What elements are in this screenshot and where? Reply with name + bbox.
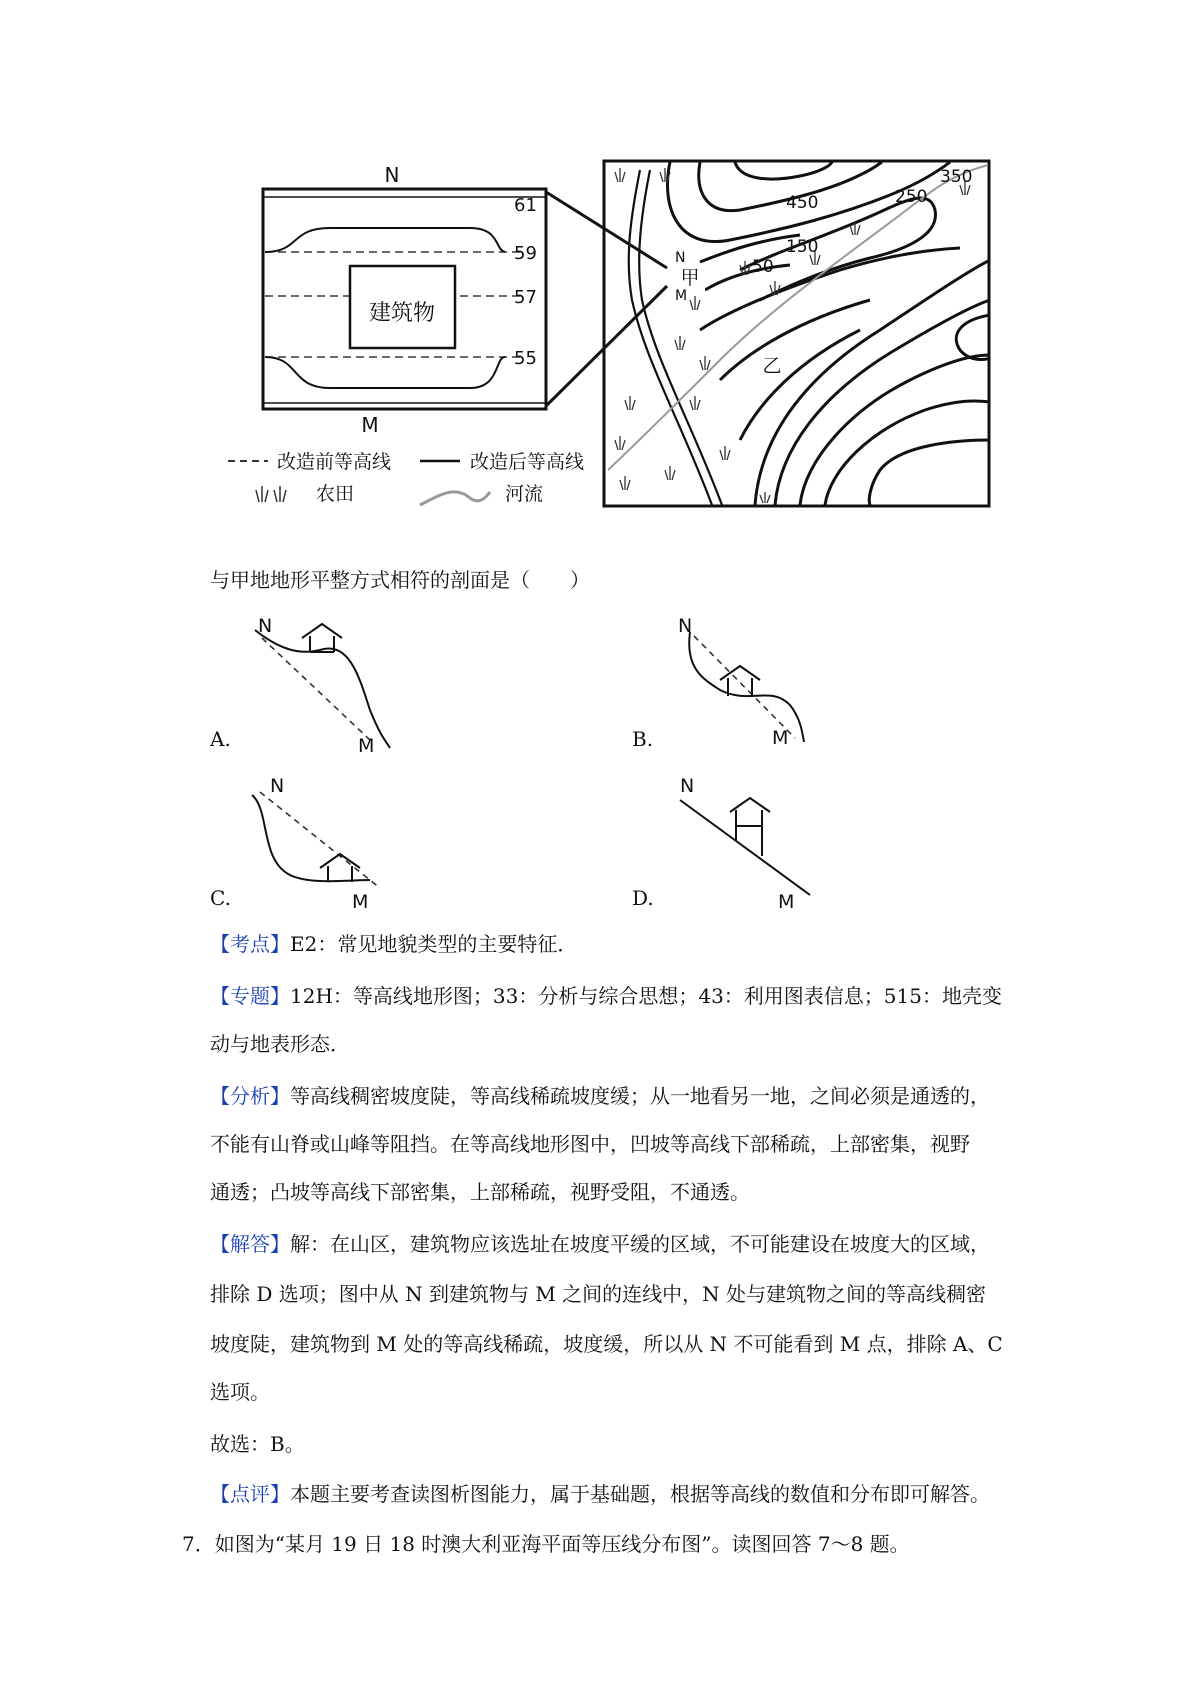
jieda-text-1: 解：在山区，建筑物应该选址在坡度平缓的区域，不可能建设在坡度大的区域， xyxy=(290,1232,990,1256)
map-contour-450: 450 xyxy=(786,193,819,213)
map-marker-n: N xyxy=(675,250,686,266)
kaodian-line xyxy=(210,930,577,958)
fenxi-tag: 【分析】 xyxy=(210,1084,290,1108)
contour-map xyxy=(604,161,990,506)
inset-south-label: M xyxy=(361,413,379,437)
dianping-tag: 【点评】 xyxy=(210,1482,290,1506)
map-contour-250: 250 xyxy=(895,187,928,207)
jieda-line-4: 选项。 xyxy=(210,1380,270,1404)
map-marker-m: M xyxy=(675,288,688,304)
fenxi-line-1 xyxy=(210,1082,990,1110)
place-jia-label: 甲 xyxy=(680,267,700,289)
inset-diagram xyxy=(263,163,546,437)
jieda-line-2: 排除 D 选项；图中从 N 到建筑物与 M 之间的连线中，N 处与建筑物之间的等高线稠密 xyxy=(210,1282,987,1306)
contour-figure xyxy=(0,0,1200,560)
option-a-profile xyxy=(230,610,430,755)
map-contour-150: 150 xyxy=(786,237,819,257)
next-question-text: 7．如图为“某月 19 日 18 时澳大利亚海平面等压线分布图”。读图回答 7～8 题。 xyxy=(182,1532,910,1556)
option-d-label: D. xyxy=(632,886,654,910)
option-b-profile xyxy=(660,610,820,750)
option-b-label: B. xyxy=(632,727,654,751)
legend-after-label: 改造后等高线 xyxy=(470,451,585,473)
option-d-profile xyxy=(670,770,830,915)
jieda-line-3: 坡度陡，建筑物到 M 处的等高线稀疏，坡度缓，所以从 N 不可能看到 M 点，排除 A、C xyxy=(210,1332,1003,1356)
legend-river-label: 河流 xyxy=(505,483,544,505)
connector-line-top xyxy=(546,192,667,268)
zhuanti-tag: 【专题】 xyxy=(210,984,290,1008)
connector-line-bottom xyxy=(546,286,667,406)
option-d-n: N xyxy=(680,775,695,797)
map-contour-50: 50 xyxy=(752,257,774,277)
building-label: 建筑物 xyxy=(368,301,436,326)
legend xyxy=(228,451,584,505)
inset-north-label: N xyxy=(384,163,400,187)
jieda-tag: 【解答】 xyxy=(210,1232,290,1256)
place-yi-label: 乙 xyxy=(762,355,782,377)
legend-farmland-label: 农田 xyxy=(316,483,355,505)
question-text: 与甲地地形平整方式相符的剖面是（ ） xyxy=(210,568,590,592)
option-b-m: M xyxy=(772,727,789,749)
option-c-profile xyxy=(240,770,400,915)
river-symbol xyxy=(420,492,490,505)
kaodian-tag: 【考点】 xyxy=(210,932,290,956)
kaodian-text: E2：常见地貌类型的主要特征． xyxy=(290,932,578,956)
legend-before-label: 改造前等高线 xyxy=(277,451,392,473)
dianping-line xyxy=(210,1480,990,1508)
answer-line: 故选：B。 xyxy=(210,1432,305,1456)
option-c-label: C. xyxy=(210,886,231,910)
option-b-n: N xyxy=(678,615,693,637)
inset-contour-61: 61 xyxy=(514,195,537,216)
zhuanti-line-1 xyxy=(210,982,1002,1010)
inset-contour-57: 57 xyxy=(514,287,537,308)
inset-contour-55: 55 xyxy=(514,348,537,369)
option-a-n: N xyxy=(258,615,273,637)
fenxi-line-3: 通透；凸坡等高线下部密集，上部稀疏，视野受阻，不通透。 xyxy=(210,1180,750,1204)
zhuanti-text-1: 12H：等高线地形图；33：分析与综合思想；43：利用图表信息；515：地壳变 xyxy=(290,984,1002,1008)
option-a-label: A. xyxy=(210,727,231,751)
jieda-line-1 xyxy=(210,1230,990,1258)
farmland-symbol xyxy=(256,486,286,502)
option-d-m: M xyxy=(778,891,795,913)
inset-contour-59: 59 xyxy=(514,243,537,264)
option-c-n: N xyxy=(270,775,285,797)
fenxi-text-1: 等高线稠密坡度陡，等高线稀疏坡度缓；从一地看另一地，之间必须是通透的， xyxy=(290,1084,990,1108)
zhuanti-line-2: 动与地表形态． xyxy=(210,1032,350,1056)
fenxi-line-2: 不能有山脊或山峰等阻挡。在等高线地形图中，凹坡等高线下部稀疏，上部密集，视野 xyxy=(210,1132,970,1156)
option-c-m: M xyxy=(352,891,369,913)
dianping-text: 本题主要考查读图析图能力，属于基础题，根据等高线的数值和分布即可解答。 xyxy=(290,1482,990,1506)
option-a-m: M xyxy=(358,735,375,755)
map-contour-350: 350 xyxy=(940,167,973,187)
